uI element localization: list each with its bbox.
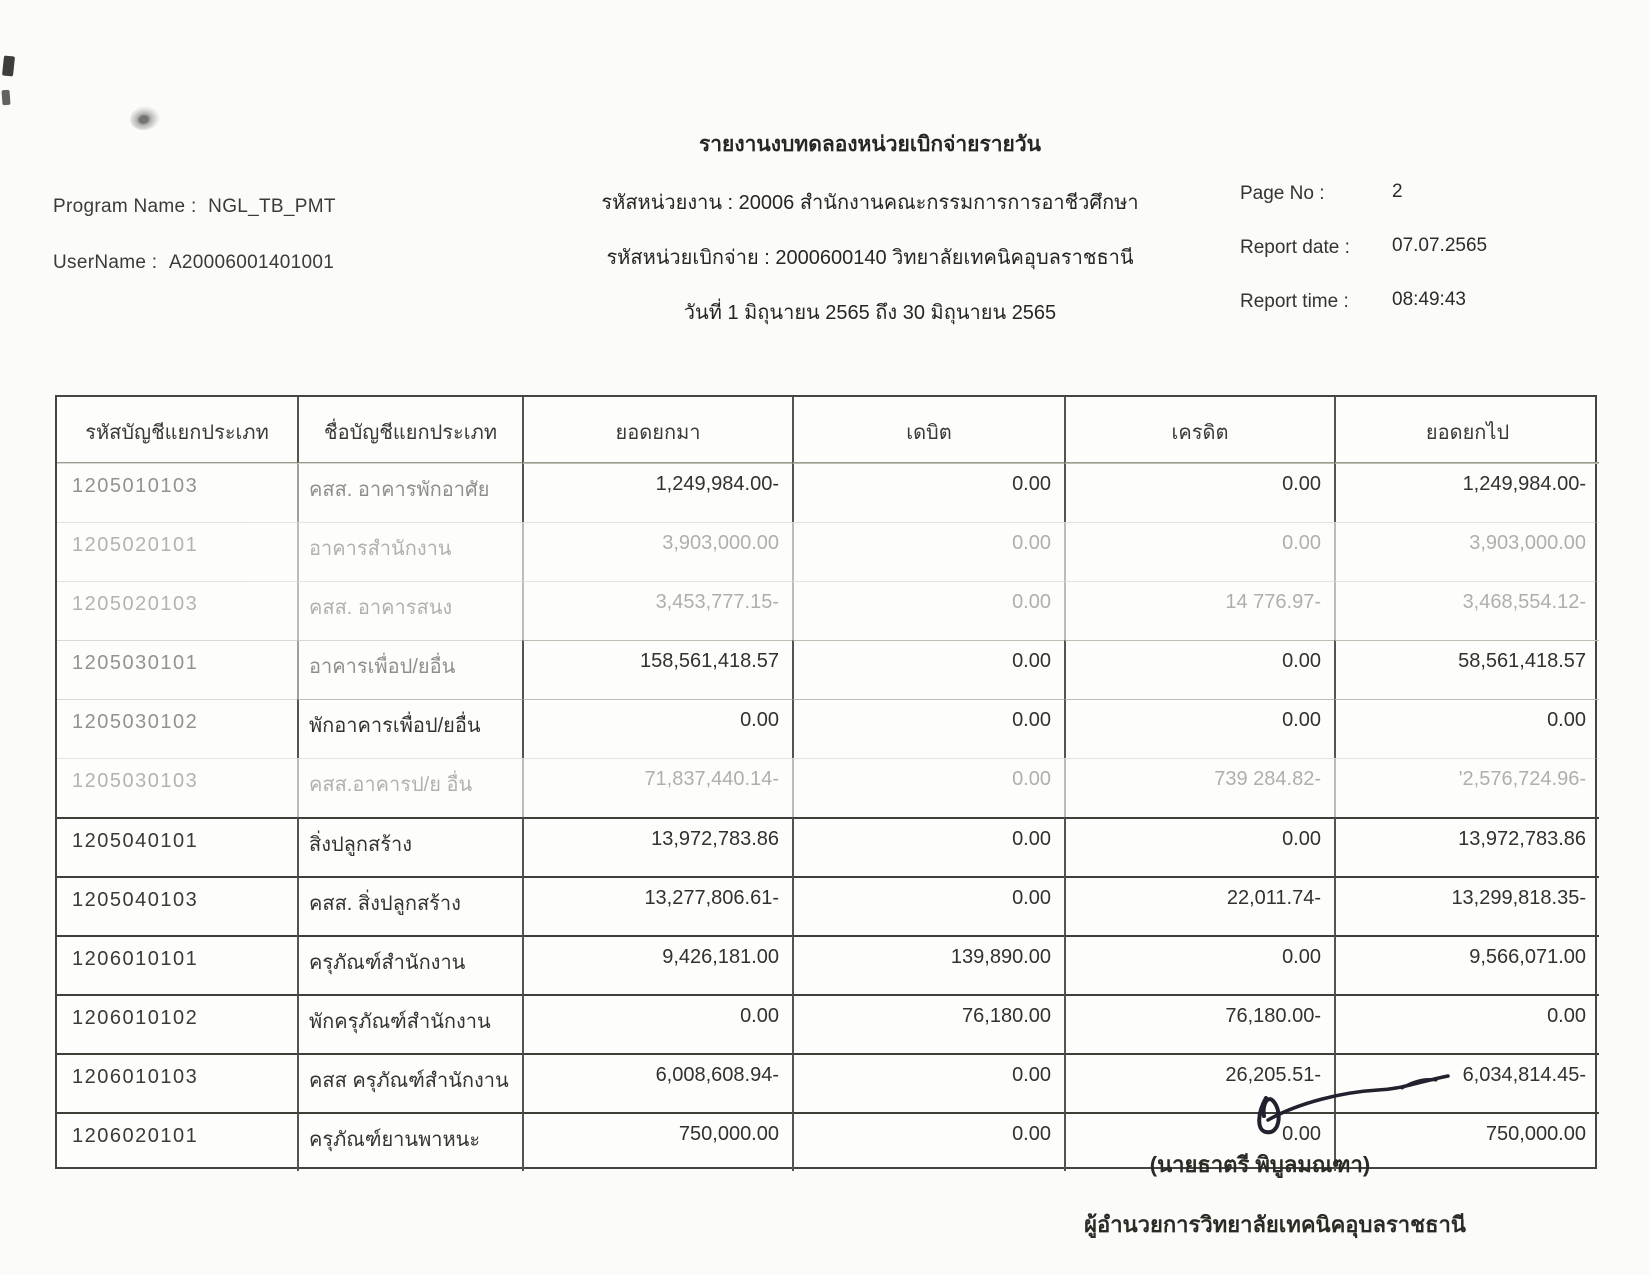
cell-name: อาคารเพื่อป/ยอื่น	[297, 640, 522, 699]
cell-carried-forward: 6,034,814.45-	[1334, 1053, 1599, 1112]
cell-credit: 0.00	[1064, 522, 1334, 581]
disbursement-line: รหัสหน่วยเบิกจ่าย : 2000600140 วิทยาลัยเทคนิคอุบลราชธานี	[606, 247, 1134, 269]
cell-name: คสส ครุภัณฑ์สำนักงาน	[297, 1053, 522, 1112]
cell-debit: 0.00	[792, 1053, 1064, 1112]
cell-name: คสส. สิ่งปลูกสร้าง	[297, 876, 522, 935]
cell-carried-forward: 750,000.00	[1334, 1112, 1599, 1171]
cell-code: 1205020101	[57, 522, 297, 581]
cell-name: ครุภัณฑ์ยานพาหนะ	[297, 1112, 522, 1171]
cell-code: 1205040101	[57, 817, 297, 876]
cell-name: คสส. อาคารพักอาศัย	[297, 463, 522, 522]
cell-credit: 14 776.97-	[1064, 581, 1334, 640]
column-header: ชื่อบัญชีแยกประเภท	[297, 397, 522, 463]
report-title: รายงานงบทดลองหน่วยเบิกจ่ายรายวัน	[698, 133, 1042, 156]
cell-debit: 139,890.00	[792, 935, 1064, 994]
cell-credit: 0.00	[1064, 640, 1334, 699]
username-label: UserName :	[53, 252, 158, 273]
cell-debit: 0.00	[792, 640, 1064, 699]
cell-carried-forward: 3,903,000.00	[1334, 522, 1599, 581]
cell-carried-forward: 0.00	[1334, 994, 1599, 1053]
trial-balance-table	[55, 395, 1597, 1169]
scan-edge-mark	[2, 55, 15, 76]
column-header: ยอดยกไป	[1334, 397, 1599, 463]
cell-brought-forward: 6,008,608.94-	[522, 1053, 792, 1112]
cell-brought-forward: 9,426,181.00	[522, 935, 792, 994]
agency-line: รหัสหน่วยงาน : 20006 สำนักงานคณะกรรมการการอาชีวศึกษา	[601, 192, 1139, 214]
cell-credit: 0.00	[1064, 817, 1334, 876]
cell-debit: 0.00	[792, 876, 1064, 935]
cell-brought-forward: 13,972,783.86	[522, 817, 792, 876]
report-date-label: Report date :	[1240, 237, 1350, 258]
cell-brought-forward: 3,453,777.15-	[522, 581, 792, 640]
cell-credit: 739 284.82-	[1064, 758, 1334, 817]
column-header: เครดิต	[1064, 397, 1334, 463]
signer-title: ผู้อำนวยการวิทยาลัยเทคนิคอุบลราชธานี	[1084, 1212, 1466, 1237]
cell-name: พักครุภัณฑ์สำนักงาน	[297, 994, 522, 1053]
cell-code: 1206010101	[57, 935, 297, 994]
cell-name: คสส.อาคารป/ย อื่น	[297, 758, 522, 817]
cell-debit: 0.00	[792, 758, 1064, 817]
cell-carried-forward: 1,249,984.00-	[1334, 463, 1599, 522]
cell-name: ครุภัณฑ์สำนักงาน	[297, 935, 522, 994]
program-name-value: NGL_TB_PMT	[208, 196, 336, 217]
cell-brought-forward: 0.00	[522, 699, 792, 758]
cell-code: 1205030102	[57, 699, 297, 758]
cell-code: 1205030101	[57, 640, 297, 699]
cell-credit: 0.00	[1064, 935, 1334, 994]
program-name-line	[53, 196, 336, 218]
date-range-line: วันที่ 1 มิถุนายน 2565 ถึง 30 มิถุนายน 2565	[683, 302, 1057, 324]
program-name-label: Program Name :	[53, 196, 197, 217]
cell-debit: 0.00	[792, 817, 1064, 876]
cell-credit: 0.00	[1064, 463, 1334, 522]
cell-debit: 0.00	[792, 581, 1064, 640]
column-header: รหัสบัญชีแยกประเภท	[57, 397, 297, 463]
cell-credit: 22,011.74-	[1064, 876, 1334, 935]
page-no-label: Page No :	[1240, 183, 1325, 204]
cell-credit: 0.00	[1064, 1112, 1334, 1171]
cell-code: 1205010103	[57, 463, 297, 522]
cell-carried-forward: 0.00	[1334, 699, 1599, 758]
cell-carried-forward: 9,566,071.00	[1334, 935, 1599, 994]
report-time-value: 08:49:43	[1392, 289, 1466, 310]
report-date-value: 07.07.2565	[1392, 235, 1488, 256]
cell-credit: 0.00	[1064, 699, 1334, 758]
cell-credit: 76,180.00-	[1064, 994, 1334, 1053]
column-header: เดบิต	[792, 397, 1064, 463]
cell-debit: 76,180.00	[792, 994, 1064, 1053]
cell-code: 1205040103	[57, 876, 297, 935]
cell-name: พักอาคารเพื่อป/ยอื่น	[297, 699, 522, 758]
cell-code: 1206010103	[57, 1053, 297, 1112]
cell-brought-forward: 1,249,984.00-	[522, 463, 792, 522]
cell-name: คสส. อาคารสนง	[297, 581, 522, 640]
cell-carried-forward: 3,468,554.12-	[1334, 581, 1599, 640]
cell-credit: 26,205.51-	[1064, 1053, 1334, 1112]
cell-brought-forward: 3,903,000.00	[522, 522, 792, 581]
cell-debit: 0.00	[792, 699, 1064, 758]
column-header: ยอดยกมา	[522, 397, 792, 463]
cell-name: อาคารสำนักงาน	[297, 522, 522, 581]
signer-name: (นายธาตรี พิบูลมณฑา)	[1149, 1152, 1371, 1177]
username-line	[53, 252, 334, 274]
cell-brought-forward: 71,837,440.14-	[522, 758, 792, 817]
username-value: A20006001401001	[168, 252, 335, 273]
cell-brought-forward: 750,000.00	[522, 1112, 792, 1171]
page-no-value: 2	[1392, 181, 1403, 202]
cell-carried-forward: '2,576,724.96-	[1334, 758, 1599, 817]
cell-brought-forward: 13,277,806.61-	[522, 876, 792, 935]
cell-debit: 0.00	[792, 522, 1064, 581]
report-time-label: Report time :	[1240, 291, 1349, 312]
cell-name: สิ่งปลูกสร้าง	[297, 817, 522, 876]
cell-carried-forward: 13,972,783.86	[1334, 817, 1599, 876]
cell-debit: 0.00	[792, 463, 1064, 522]
cell-carried-forward: 13,299,818.35-	[1334, 876, 1599, 935]
cell-carried-forward: 58,561,418.57	[1334, 640, 1599, 699]
cell-code: 1206020101	[57, 1112, 297, 1171]
scan-edge-mark	[1, 90, 10, 106]
cell-code: 1205020103	[57, 581, 297, 640]
cell-brought-forward: 0.00	[522, 994, 792, 1053]
cell-brought-forward: 158,561,418.57	[522, 640, 792, 699]
cell-code: 1205030103	[57, 758, 297, 817]
cell-debit: 0.00	[792, 1112, 1064, 1171]
cell-code: 1206010102	[57, 994, 297, 1053]
ink-smudge	[128, 103, 162, 133]
signature-ink	[1252, 1068, 1462, 1146]
